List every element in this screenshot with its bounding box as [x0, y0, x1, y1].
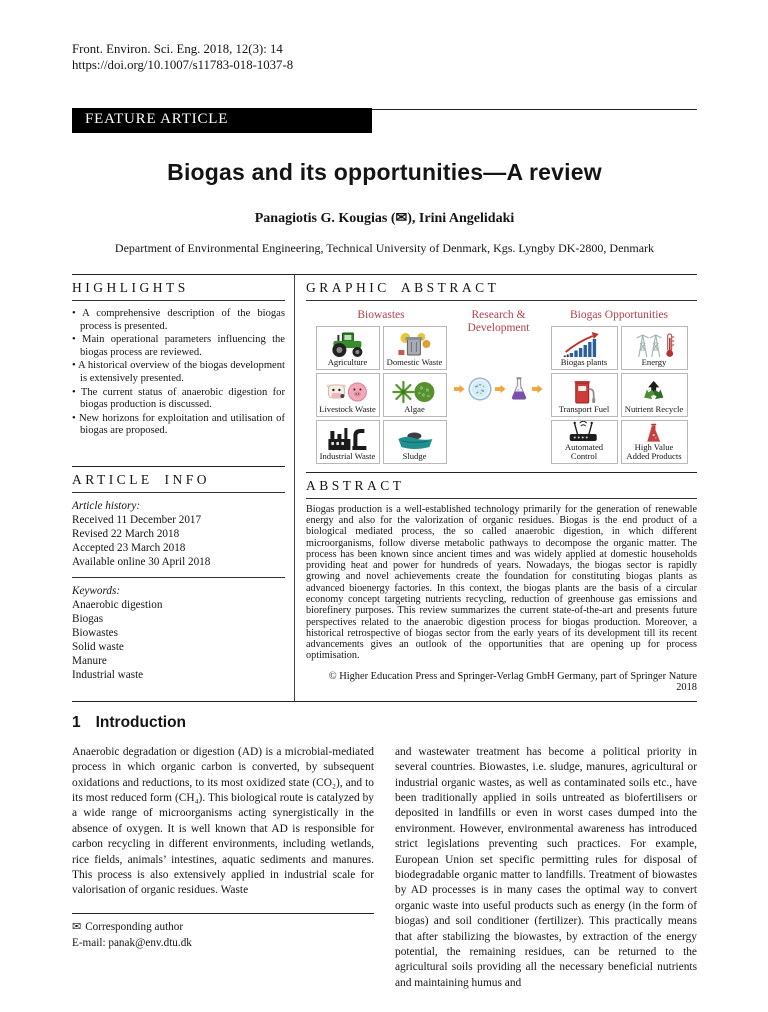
ga-cell-label: Livestock Waste [319, 404, 376, 415]
journal-reference: Front. Environ. Sci. Eng. 2018, 12(3): 14 [72, 42, 283, 56]
keyword-item: Biowastes [72, 626, 118, 639]
research-development-label: Research & Development [467, 308, 530, 334]
ga-cell-label: Transport Fuel [558, 404, 610, 415]
pylon-thermometer-icon [626, 332, 681, 358]
ga-cell-label: Algae [404, 404, 425, 415]
graphic-abstract-figure [306, 309, 697, 464]
ga-cell-livestock-waste [316, 373, 380, 417]
top-two-column-section [72, 274, 697, 702]
body-text-columns [72, 745, 697, 992]
flow-arrow-icon [454, 384, 465, 394]
highlight-item: • Main operational parameters influencing the biogas process are reviewed. [72, 334, 285, 359]
ga-cell-biogas-plants [551, 326, 618, 370]
intro-paragraph-right: and wastewater treatment has become a political priority in several countries. Biowastes, i.e. sludge, manures, agricultural or industrial organic wastes, as well as contaminated soils etc., have been traditionally applied in soils untreated as biofertilisers or deposited in landfills or even in worst cases dumped into the environment. However, environmental awareness has introduced strict legislations preventing such practices. For example, European Union set specific permitting rules for disposal of biodegradable organic matter to landfills. Treatment of biowastes by AD processes is in many cases the optimal way to convert organic waste into useful products such as energy (in the form of biogas) and soil conditioner (fertilizer). This practically means that after stabilizing the biowastes, by extraction of the energy potential, the remaining residues, can be returned to the agricultural soils providing all the necessary beneficial nutrients and maintaining humus and [395, 745, 697, 989]
ga-cell-domestic-waste [383, 326, 447, 370]
doi-link[interactable]: https://doi.org/10.1007/s11783-018-1037-8 [72, 57, 294, 72]
research-development-group [455, 309, 543, 464]
email-line [72, 935, 374, 951]
highlight-item: • A historical overview of the biogas development is extensively presented. [72, 360, 285, 385]
highlights-list [72, 308, 285, 438]
cow-pig-icon [321, 379, 374, 405]
section-number: 1 [72, 713, 81, 731]
history-line: Received 11 December 2017 [72, 513, 202, 526]
flow-arrow-icon [495, 384, 506, 394]
highlight-item: • A comprehensive description of the biogas process is presented. [72, 308, 285, 333]
ga-cell-transport-fuel [551, 373, 618, 417]
keyword-item: Solid waste [72, 640, 124, 653]
biowastes-label: Biowastes [357, 308, 405, 321]
ga-cell-label: High Value Added Products [626, 441, 682, 462]
sludge-icon [388, 426, 441, 452]
copyright-line: © Higher Education Press and Springer-Verlag GmbH Germany, part of Springer Nature 2018 [328, 670, 697, 693]
fuel-pump-icon [556, 379, 611, 405]
highlight-item: • New horizons for exploitation and utilisation of biogas are proposed. [72, 413, 285, 438]
article-history-label: Article history: [72, 499, 141, 512]
history-line: Revised 22 March 2018 [72, 527, 180, 540]
trash-icon [388, 332, 441, 358]
ga-cell-high-value-products [621, 420, 688, 464]
left-column [72, 275, 295, 701]
ga-cell-label: Energy [641, 357, 667, 368]
opportunities-label: Biogas Opportunities [569, 308, 669, 321]
ga-cell-algae [383, 373, 447, 417]
right-column [295, 275, 697, 701]
tractor-icon [321, 332, 374, 358]
graphic-abstract-heading: GRAPHIC ABSTRACT [306, 275, 697, 301]
biowastes-group [316, 309, 447, 464]
feature-article-banner-row [72, 108, 697, 133]
abstract-text: Biogas production is a well-established technology primarily for the generation of renewable energy and also for the valorization of organic residues. Biogas is the end product of a biological mediated process, the so called anaerobic digestion, in which different microorganisms, follow diverse metabolic pathways to decompose the organic matter. The process has been known since ancient times and was widely applied at domestic households providing heat and power for hundreds of years. Nowadays, the biogas sector is rapidly growing and novel achievements create the foundation for constituting biogas plants as advanced bioenergy factories. In this context, the biogas plants are the basis of a circular economy concept targeting nutrients recycling, reduction of greenhouse gas emissions and biorefinery purposes. This review summarizes the current state-of-the-art and presents future perspectives related to the anaerobic digestion process for biogas production. Moreover, a historical retrospective of biogas sector from the early years of its development till its recent advancements gives an outlook of the opportunities that are opening up for process optimisation. [306, 503, 697, 662]
ga-cell-label: Automated Control [564, 441, 604, 462]
ga-cell-nutrient-recycle [621, 373, 688, 417]
authors-line: Panagiotis G. Kougias (✉), Irini Angelidaki [254, 210, 515, 226]
ga-cell-label: Industrial Waste [319, 451, 376, 462]
highlights-heading: HIGHLIGHTS [72, 275, 285, 301]
history-line: Accepted 23 March 2018 [72, 541, 186, 554]
keyword-item: Manure [72, 654, 107, 667]
growth-chart-icon [556, 332, 611, 358]
email-label: E-mail: [72, 936, 106, 949]
history-line: Available online 30 April 2018 [72, 555, 211, 568]
highlight-item: • The current status of anaerobic digestion for biogas production is discussed. [72, 387, 285, 412]
ga-cell-automated-control [551, 420, 618, 464]
ga-cell-label: Nutrient Recycle [624, 404, 684, 415]
process-flow [454, 376, 543, 402]
keyword-item: Industrial waste [72, 668, 144, 681]
affiliation-line: Department of Environmental Engineering, Technical University of Denmark, Kgs. Lyngby DK-2800, Denmark [114, 240, 655, 255]
envelope-icon: ✉ [72, 920, 82, 933]
keywords-block [72, 584, 285, 682]
recycle-icon [626, 379, 681, 405]
biowastes-grid [316, 326, 447, 464]
section-title: Introduction [95, 713, 187, 731]
factory-icon [321, 426, 374, 452]
ga-cell-label: Biogas plants [560, 357, 608, 368]
opportunities-grid [551, 326, 688, 464]
body-column-right [395, 745, 697, 992]
corresponding-author-footnote [72, 913, 374, 951]
body-column-left [72, 745, 374, 992]
introduction-heading [72, 714, 697, 732]
red-flask-icon [626, 423, 681, 443]
article-title: Biogas and its opportunities—A review [167, 158, 602, 185]
keywords-label: Keywords: [72, 584, 121, 597]
opportunities-group [551, 309, 688, 464]
email-address[interactable]: panak@env.dtu.dk [108, 936, 192, 949]
ga-cell-sludge [383, 420, 447, 464]
ga-cell-energy [621, 326, 688, 370]
feature-article-banner: FEATURE ARTICLE [72, 108, 372, 133]
flow-arrow-icon [532, 384, 543, 394]
router-icon [556, 420, 611, 443]
banner-rule [372, 109, 697, 110]
petri-dish-icon [467, 376, 493, 402]
article-info-heading: ARTICLE INFO [72, 467, 285, 493]
corresponding-author-note: Corresponding author [85, 920, 184, 933]
ga-cell-label: Sludge [402, 451, 427, 462]
algae-icon [388, 379, 441, 405]
ga-cell-label: Domestic Waste [386, 357, 443, 368]
ga-cell-agriculture [316, 326, 380, 370]
intro-paragraph-left: Anaerobic degradation or digestion (AD) is a microbial-mediated process in which organic carbon is converted, by subsequent oxidations and reductions, to its most oxidized state (CO₂), and to its most reduced form (CH₄). This biological route is catalyzed by a wide range of microorganisms acting synergistically in the absence of oxygen. It is well known that AD is responsible for carbon recycling in different environments, including wetlands, rice fields, animals’ intestines, aquatic sediments and manures. This process is also extensively applied in industrial scale for valorisation of organic residues. Waste [72, 745, 374, 897]
ga-cell-label: Agriculture [327, 357, 368, 368]
abstract-section [306, 472, 697, 693]
ga-cell-industrial-waste [316, 420, 380, 464]
keyword-item: Biogas [72, 612, 104, 625]
article-history-block [72, 499, 285, 569]
article-info-section [72, 466, 285, 682]
abstract-heading: ABSTRACT [306, 473, 697, 499]
keyword-item: Anaerobic digestion [72, 598, 163, 611]
research-flask-icon [508, 376, 530, 402]
article-info-divider [72, 577, 285, 578]
